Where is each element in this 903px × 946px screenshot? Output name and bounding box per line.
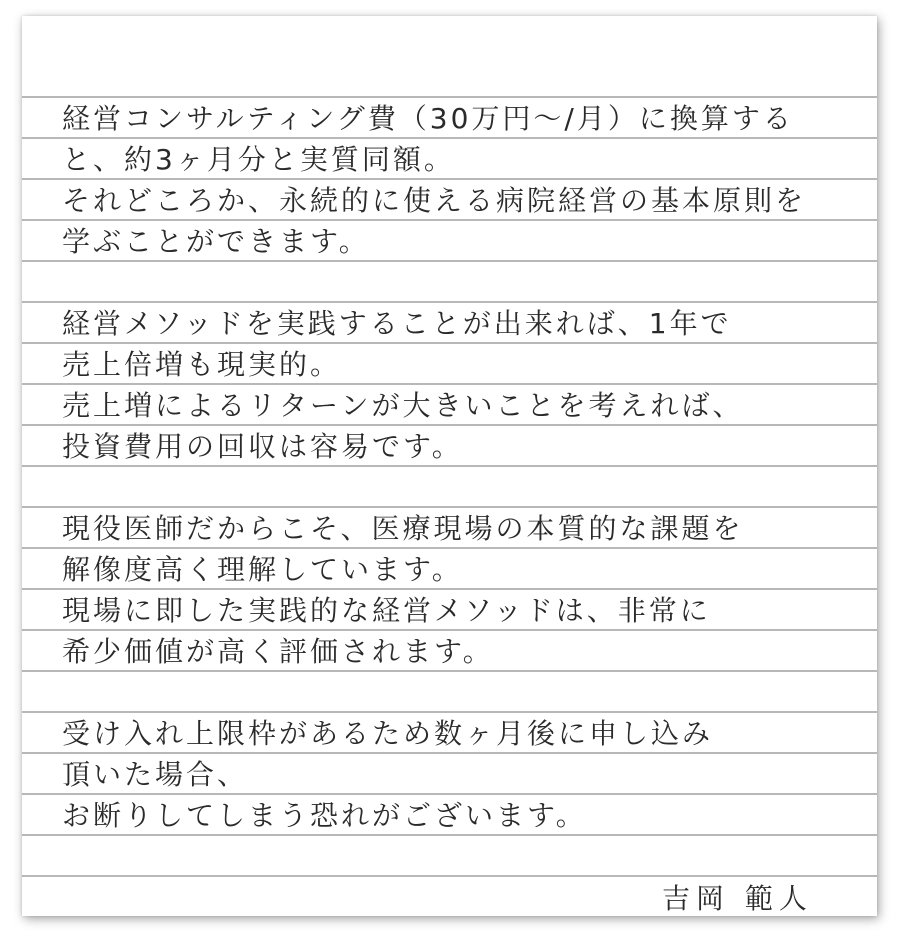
letter-line-18: お断りしてしまう恐れがございます。 — [62, 799, 587, 832]
letter-line-2: と、約3ヶ月分と実質同額。 — [62, 143, 455, 176]
letter-line-14: 希少価値が高く評価されます。 — [62, 635, 494, 668]
letter-line-7: 売上倍増も現実的。 — [62, 348, 342, 381]
ruled-line — [22, 875, 877, 877]
letter-line-17: 頂いた場合、 — [62, 758, 249, 791]
letter-line-13: 現場に即した実践的な経営メソッドは、非常に — [62, 594, 711, 627]
letter-line-6: 経営メソッドを実践することが出来れば、1年で — [62, 307, 732, 340]
letter-line-3: それどころか、永続的に使える病院経営の基本原則を — [62, 184, 807, 217]
signature: 吉岡 範人 — [662, 882, 813, 915]
ruled-line — [22, 711, 877, 713]
letter-line-8: 売上増によるリターンが大きいことを考えれば、 — [62, 389, 744, 422]
ruled-line — [22, 301, 877, 303]
ruled-line — [22, 506, 877, 508]
letter-line-12: 解像度高く理解しています。 — [62, 553, 463, 586]
lined-letter-paper — [22, 16, 877, 916]
letter-line-16: 受け入れ上限枠があるため数ヶ月後に申し込み — [62, 717, 714, 750]
letter-line-1: 経営コンサルティング費（30万円～/月）に換算する — [62, 102, 794, 135]
letter-line-11: 現役医師だからこそ、医療現場の本質的な課題を — [62, 512, 744, 545]
letter-line-9: 投資費用の回収は容易です。 — [62, 430, 463, 463]
letter-line-4: 学ぶことができます。 — [62, 225, 370, 258]
ruled-line — [22, 96, 877, 98]
